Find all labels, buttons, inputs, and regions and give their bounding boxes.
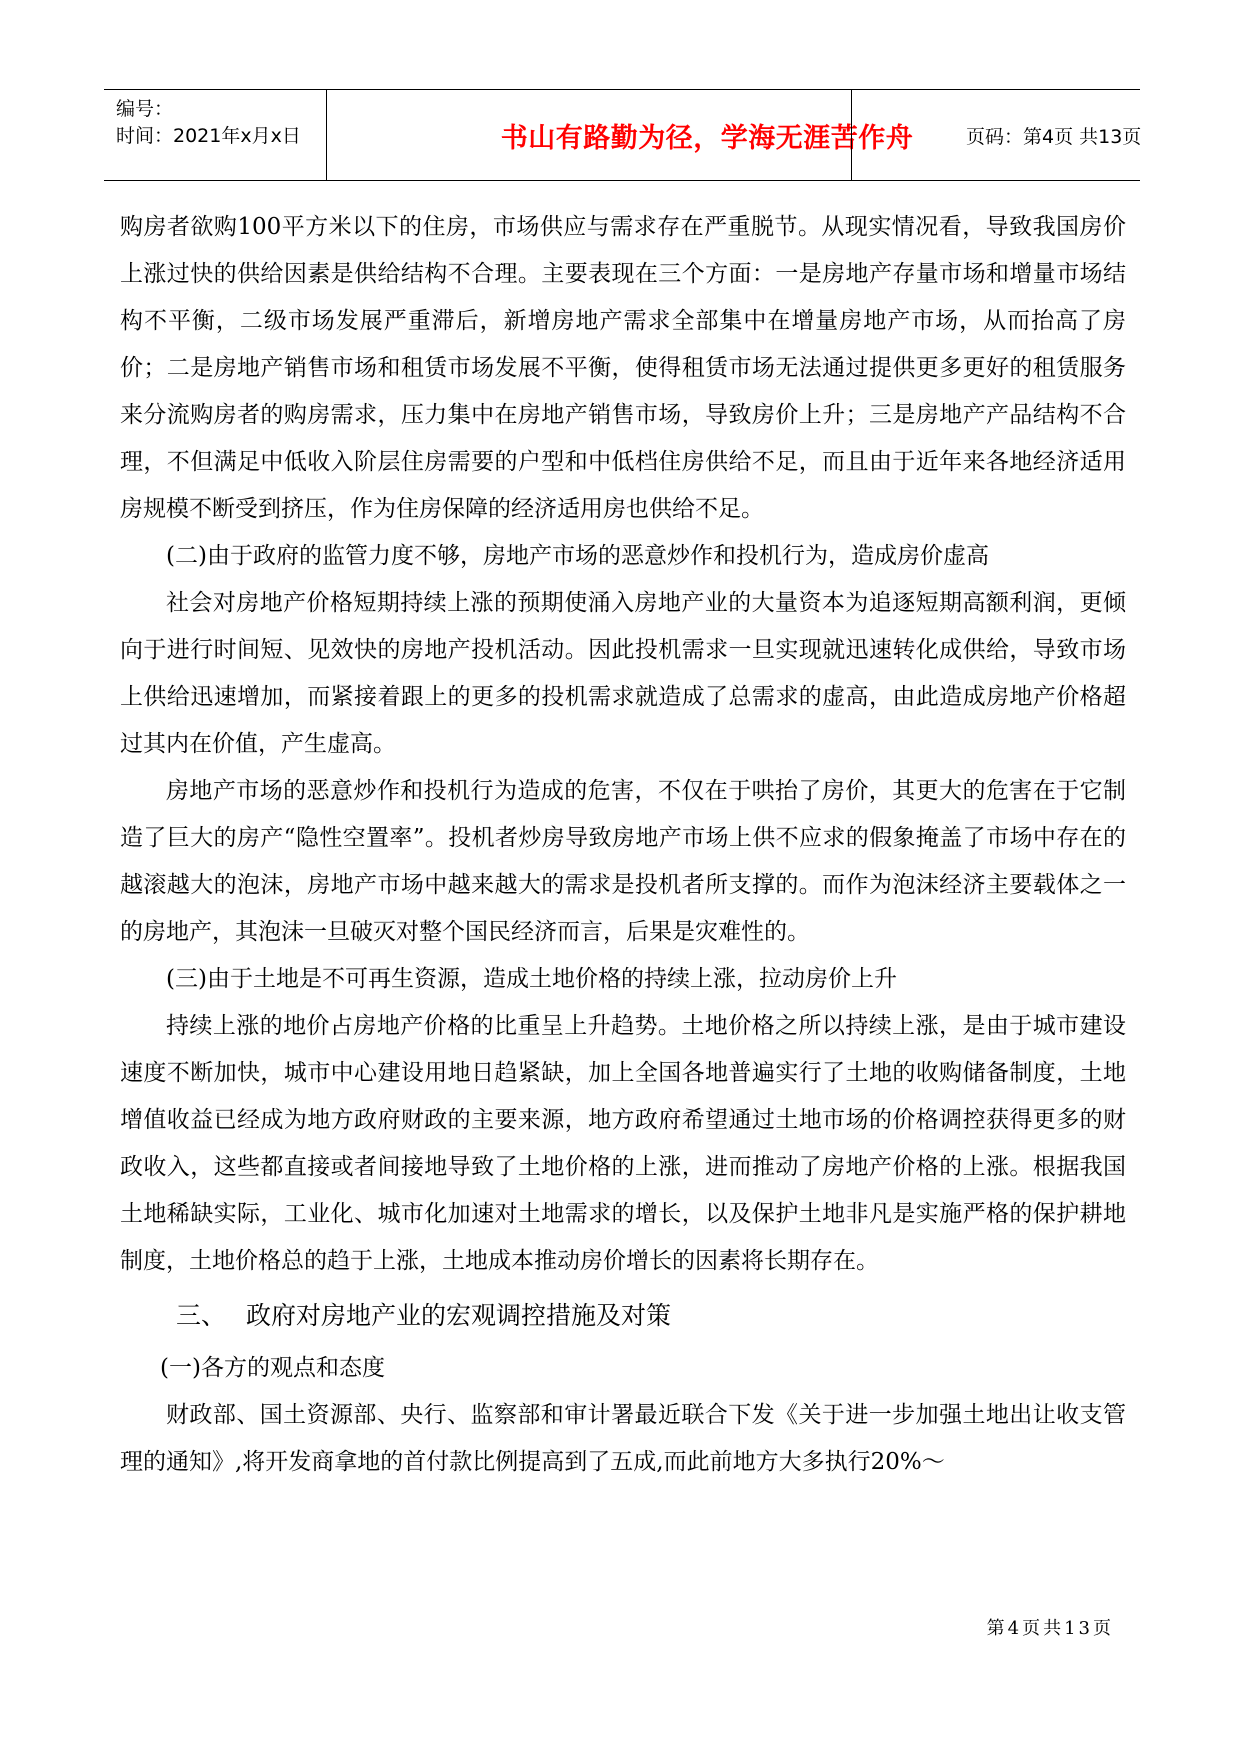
subheading-land: (三)由于土地是不可再生资源，造成土地价格的持续上涨，拉动房价上升	[166, 966, 897, 992]
document-time-label: 时间：2021年x月x日	[116, 125, 301, 147]
subheading-regulation: (二)由于政府的监管力度不够，房地产市场的恶意炒作和投机行为，造成房价虚高	[166, 543, 989, 569]
section-number: 三、	[176, 1301, 227, 1330]
page-header	[104, 89, 1140, 181]
header-motto: 书山有路勤为径，学海无涯苦作舟	[500, 122, 914, 154]
document-number-label: 编号：	[116, 98, 174, 120]
document-body	[120, 204, 1126, 1486]
paragraph-speculation-harm: 房地产市场的恶意炒作和投机行为造成的危害，不仅在于哄抬了房价，其更大的危害在于它制造了巨大的房产“隐性空置率”。投机者炒房导致房地产市场上供不应求的假象掩盖了市场中存在的越滚越大的泡沫，房地产市场中越来越大的需求是投机者所支撑的。而作为泡沫经济主要载体之一的房地产，其泡沫一旦破灭对整个国民经济而言，后果是灾难性的。	[120, 778, 1126, 945]
header-page-label: 页码：第4页 共13页	[966, 125, 1142, 148]
paragraph-supply-structure: 购房者欲购100平方米以下的住房，市场供应与需求存在严重脱节。从现实情况看，导致我国房价上涨过快的供给因素是供给结构不合理。主要表现在三个方面：一是房地产存量市场和增量市场结构不平衡，二级市场发展严重滞后，新增房地产需求全部集中在增量房地产市场，从而抬高了房价；二是房地产销售市场和租赁市场发展不平衡，使得租赁市场无法通过提供更多更好的租赁服务来分流购房者的购房需求，压力集中在房地产销售市场，导致房价上升；三是房地产产品结构不合理，不但满足中低收入阶层住房需要的户型和中低档住房供给不足，而且由于近年来各地经济适用房规模不断受到挤压，作为住房保障的经济适用房也供给不足。	[120, 214, 1126, 522]
paragraph-land-price: 持续上涨的地价占房地产价格的比重呈上升趋势。土地价格之所以持续上涨，是由于城市建设速度不断加快，城市中心建设用地日趋紧缺，加上全国各地普遍实行了土地的收购储备制度，土地增值收益已经成为地方政府财政的主要来源，地方政府希望通过土地市场的价格调控获得更多的财政收入，这些都直接或者间接地导致了土地价格的上涨，进而推动了房地产价格的上涨。根据我国土地稀缺实际，工业化、城市化加速对土地需求的增长，以及保护土地非凡是实施严格的保护耕地制度，土地价格总的趋于上涨，土地成本推动房价增长的因素将长期存在。	[120, 1013, 1126, 1274]
header-info	[116, 96, 461, 150]
section-title: 政府对房地产业的宏观调控措施及对策	[246, 1301, 672, 1330]
paragraph-speculation: 社会对房地产价格短期持续上涨的预期使涌入房地产业的大量资本为追逐短期高额利润，更倾向于进行时间短、见效快的房地产投机活动。因此投机需求一旦实现就迅速转化成供给，导致市场上供给迅速增加，而紧接着跟上的更多的投机需求就造成了总需求的虚高，由此造成房地产价格超过其内在价值，产生虚高。	[120, 590, 1126, 757]
page-footer: 第4页共13页	[986, 1618, 1114, 1639]
paragraph-policy: 财政部、国土资源部、央行、监察部和审计署最近联合下发《关于进一步加强土地出让收支管理的通知》,将开发商拿地的首付款比例提高到了五成,而此前地方大多执行20%～	[120, 1402, 1126, 1475]
section-heading	[120, 1289, 1126, 1343]
header-divider-right	[851, 90, 852, 180]
subheading-views: (一)各方的观点和态度	[160, 1355, 385, 1381]
header-divider-left	[326, 90, 327, 180]
